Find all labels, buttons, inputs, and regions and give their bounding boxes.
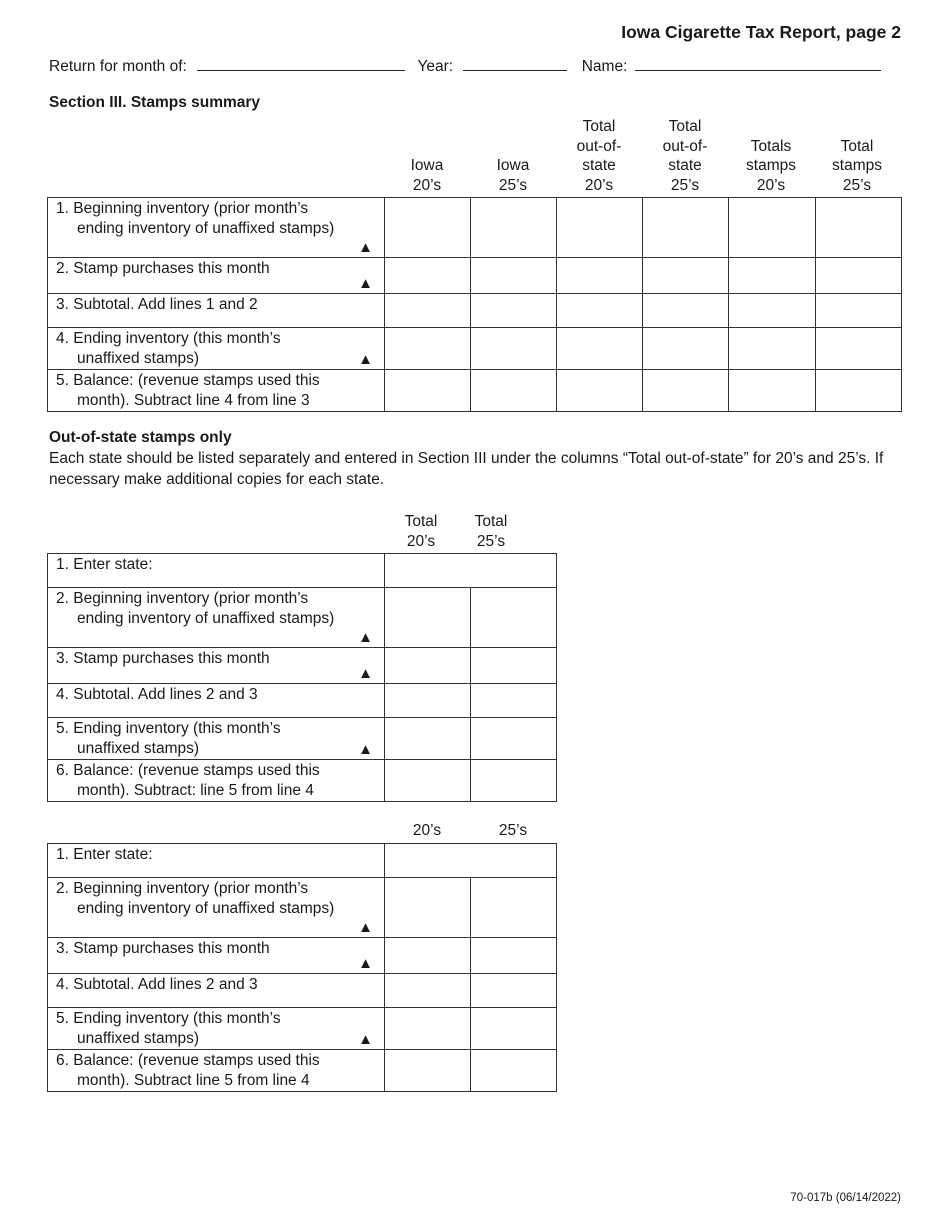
section-3-entry-cell[interactable] (471, 370, 557, 412)
state-table-1-entry-cell[interactable] (471, 718, 557, 760)
col-header-line: 20’s (412, 176, 442, 194)
row-label-line2: ending inventory of unaffixed stamps) (77, 220, 335, 237)
section-3-col-header-1 (387, 156, 467, 195)
section-3-col-header-4 (645, 117, 725, 195)
state-table-1-entry-cell[interactable] (471, 760, 557, 802)
section-3-entry-cell[interactable] (816, 258, 902, 294)
state-table-2-entry-cell[interactable] (385, 878, 471, 938)
state-table-2-row-label-1 (48, 844, 385, 878)
state-table-2-state-entry-cell[interactable] (385, 844, 557, 878)
row-label-line1: 5. Balance: (revenue stamps used this (56, 372, 320, 389)
state-table-1-row-label-3 (48, 648, 385, 684)
section-3-entry-cell[interactable] (385, 198, 471, 258)
stamps-summary-table (47, 197, 902, 412)
row-label-line2: ending inventory of unaffixed stamps) (77, 610, 335, 627)
table-row (48, 974, 557, 1008)
page-title: Iowa Cigarette Tax Report, page 2 (621, 22, 901, 42)
table-row (48, 328, 902, 370)
row-label-line1: 3. Subtotal. Add lines 1 and 2 (56, 296, 258, 313)
section-3-entry-cell[interactable] (816, 198, 902, 258)
table-row (48, 718, 557, 760)
state-table-1-entry-cell[interactable] (471, 588, 557, 648)
section-3-entry-cell[interactable] (385, 294, 471, 328)
triangle-marker-icon: ▲ (358, 351, 373, 368)
col-header-line: stamps (746, 157, 796, 174)
state-table-1-entry-cell[interactable] (385, 588, 471, 648)
section-3-entry-cell[interactable] (557, 258, 643, 294)
table-row (48, 258, 902, 294)
section-3-col-header-5 (731, 137, 811, 196)
state-table-2-row-label-3 (48, 938, 385, 974)
row-label-line1: 5. Ending inventory (this month’s (56, 720, 281, 737)
table-row (48, 844, 557, 878)
col-header-line: out-of- (662, 137, 708, 155)
row-label-line2: month). Subtract line 5 from line 4 (77, 1072, 310, 1089)
table-row (48, 554, 557, 588)
row-label-line2: month). Subtract: line 5 from line 4 (77, 782, 314, 799)
section-3-entry-cell[interactable] (557, 328, 643, 370)
row-label-line1: 4. Subtotal. Add lines 2 and 3 (56, 976, 258, 993)
state-table-1-entry-cell[interactable] (471, 684, 557, 718)
triangle-marker-icon: ▲ (358, 275, 373, 292)
col-header-line: Total (582, 118, 616, 135)
row-label-line2: month). Subtract line 4 from line 3 (77, 392, 310, 409)
table-row (48, 1008, 557, 1050)
name-label: Name: (581, 58, 628, 75)
row-label-line1: 6. Balance: (revenue stamps used this (56, 1052, 320, 1069)
row-label-line1: 3. Stamp purchases this month (56, 940, 270, 957)
return-month-label: Return for month of: (49, 58, 187, 75)
section-3-row-label-4 (48, 328, 385, 370)
section-3-entry-cell[interactable] (729, 328, 816, 370)
table-row (48, 294, 902, 328)
table-row (48, 878, 557, 938)
section-3-entry-cell[interactable] (643, 198, 729, 258)
col-header-line: Total (474, 513, 508, 530)
state-table-2-entry-cell[interactable] (471, 938, 557, 974)
triangle-marker-icon: ▲ (358, 1031, 373, 1048)
state-table-2-entry-cell[interactable] (385, 938, 471, 974)
section-3-entry-cell[interactable] (557, 370, 643, 412)
state-table-2-entry-cell[interactable] (385, 974, 471, 1008)
state-table-1-row-label-1 (48, 554, 385, 588)
col-header-line: Iowa (496, 157, 530, 174)
section-3-row-label-2 (48, 258, 385, 294)
table-row (48, 198, 902, 258)
col-header-line: 20’s (412, 821, 442, 839)
triangle-marker-icon: ▲ (358, 629, 373, 646)
state-table-1-col-header-1 (381, 512, 461, 551)
state-table-2-row-label-4 (48, 974, 385, 1008)
col-header-line: state (668, 157, 702, 174)
table-row (48, 1050, 557, 1092)
col-header-line: 25’s (476, 532, 506, 550)
row-label-line1: 1. Enter state: (56, 556, 153, 573)
row-label-line1: 4. Subtotal. Add lines 2 and 3 (56, 686, 258, 703)
report-header-fields (49, 56, 881, 76)
section-3-entry-cell[interactable] (643, 328, 729, 370)
out-of-state-instructions: Each state should be listed separately and entered in Section III under the columns “Total out-of-state” for 20’s and 25’s. If necessary make additional copies for each state. (49, 450, 884, 488)
state-table-1-row-label-2 (48, 588, 385, 648)
section-3-entry-cell[interactable] (471, 328, 557, 370)
state-table-1-row-label-6 (48, 760, 385, 802)
state-table-2-entry-cell[interactable] (471, 878, 557, 938)
row-label-line1: 6. Balance: (revenue stamps used this (56, 762, 320, 779)
triangle-marker-icon: ▲ (358, 955, 373, 972)
state-table-1-entry-cell[interactable] (385, 648, 471, 684)
state-table-1-row-label-4 (48, 684, 385, 718)
section-3-entry-cell[interactable] (729, 294, 816, 328)
table-row (48, 648, 557, 684)
section-3-col-header-6 (817, 137, 897, 196)
section-3-entry-cell[interactable] (557, 198, 643, 258)
section-3-entry-cell[interactable] (471, 258, 557, 294)
col-header-line: Total (668, 118, 702, 135)
state-table-2-row-label-2 (48, 878, 385, 938)
row-label-line1: 1. Enter state: (56, 846, 153, 863)
state-table-2-col-header-1 (387, 821, 467, 841)
col-header-line: 25’s (498, 821, 528, 839)
state-table-1-col-header-2 (451, 512, 531, 551)
col-header-line: 20’s (406, 532, 436, 550)
col-header-line: 25’s (670, 176, 700, 194)
section-3-title: Section III. Stamps summary (49, 94, 261, 111)
table-row (48, 938, 557, 974)
section-3-entry-cell[interactable] (816, 328, 902, 370)
col-header-line: state (582, 157, 616, 174)
year-label: Year: (417, 58, 454, 75)
section-3-entry-cell[interactable] (643, 258, 729, 294)
state-table-1-entry-cell[interactable] (385, 760, 471, 802)
row-label-line1: 3. Stamp purchases this month (56, 650, 270, 667)
state-table-1 (47, 553, 557, 802)
state-table-1-entry-cell[interactable] (385, 684, 471, 718)
section-3-entry-cell[interactable] (729, 370, 816, 412)
section-3-entry-cell[interactable] (816, 294, 902, 328)
name-field[interactable] (635, 56, 881, 71)
state-table-2-row-label-5 (48, 1008, 385, 1050)
state-table-2-entry-cell[interactable] (385, 1050, 471, 1092)
state-table-2-row-label-6 (48, 1050, 385, 1092)
col-header-line: 25’s (842, 176, 872, 194)
state-table-1-entry-cell[interactable] (385, 718, 471, 760)
row-label-line1: 2. Beginning inventory (prior month’s (56, 880, 309, 897)
state-table-1-entry-cell[interactable] (471, 648, 557, 684)
state-table-2-col-header-2 (473, 821, 553, 841)
state-table-2-entry-cell[interactable] (471, 1008, 557, 1050)
triangle-marker-icon: ▲ (358, 919, 373, 936)
section-3-entry-cell[interactable] (385, 328, 471, 370)
state-table-1-state-entry-cell[interactable] (385, 554, 557, 588)
section-3-row-label-1 (48, 198, 385, 258)
col-header-line: 20’s (756, 176, 786, 194)
row-label-line1: 2. Beginning inventory (prior month’s (56, 590, 309, 607)
row-label-line1: 4. Ending inventory (this month’s (56, 330, 281, 347)
section-3-entry-cell[interactable] (729, 258, 816, 294)
row-label-line2: unaffixed stamps) (77, 350, 200, 367)
return-month-field[interactable] (197, 56, 405, 71)
row-label-line2: ending inventory of unaffixed stamps) (77, 900, 335, 917)
state-table-2-entry-cell[interactable] (471, 974, 557, 1008)
row-label-line1: 2. Stamp purchases this month (56, 260, 270, 277)
table-row (48, 588, 557, 648)
triangle-marker-icon: ▲ (358, 239, 373, 256)
section-3-entry-cell[interactable] (816, 370, 902, 412)
row-label-line2: unaffixed stamps) (77, 740, 200, 757)
triangle-marker-icon: ▲ (358, 665, 373, 682)
row-label-line2: unaffixed stamps) (77, 1030, 200, 1047)
col-header-line: Iowa (410, 157, 444, 174)
section-3-entry-cell[interactable] (643, 370, 729, 412)
section-3-entry-cell[interactable] (471, 294, 557, 328)
section-3-entry-cell[interactable] (643, 294, 729, 328)
table-row (48, 370, 902, 412)
col-header-line: out-of- (576, 137, 622, 155)
section-3-entry-cell[interactable] (471, 198, 557, 258)
form-number: 70-017b (06/14/2022) (790, 1192, 901, 1204)
section-3-row-label-5 (48, 370, 385, 412)
year-field[interactable] (463, 56, 567, 71)
state-table-2-entry-cell[interactable] (471, 1050, 557, 1092)
state-table-2-entry-cell[interactable] (385, 1008, 471, 1050)
section-3-col-header-2 (473, 156, 553, 195)
table-row (48, 684, 557, 718)
col-header-line: stamps (832, 157, 882, 174)
state-table-2 (47, 843, 557, 1092)
triangle-marker-icon: ▲ (358, 741, 373, 758)
table-row (48, 760, 557, 802)
section-3-row-label-3 (48, 294, 385, 328)
section-3-entry-cell[interactable] (729, 198, 816, 258)
section-3-entry-cell[interactable] (385, 258, 471, 294)
col-header-line: Totals (750, 137, 792, 155)
col-header-line: 25’s (498, 176, 528, 194)
col-header-line: Total (404, 513, 438, 530)
col-header-line: 20’s (584, 176, 614, 194)
out-of-state-title: Out-of-state stamps only (49, 429, 232, 446)
row-label-line1: 5. Ending inventory (this month’s (56, 1010, 281, 1027)
section-3-col-header-3 (559, 117, 639, 195)
state-table-1-row-label-5 (48, 718, 385, 760)
col-header-line: Total (840, 137, 874, 155)
row-label-line1: 1. Beginning inventory (prior month’s (56, 200, 309, 217)
section-3-entry-cell[interactable] (557, 294, 643, 328)
section-3-entry-cell[interactable] (385, 370, 471, 412)
